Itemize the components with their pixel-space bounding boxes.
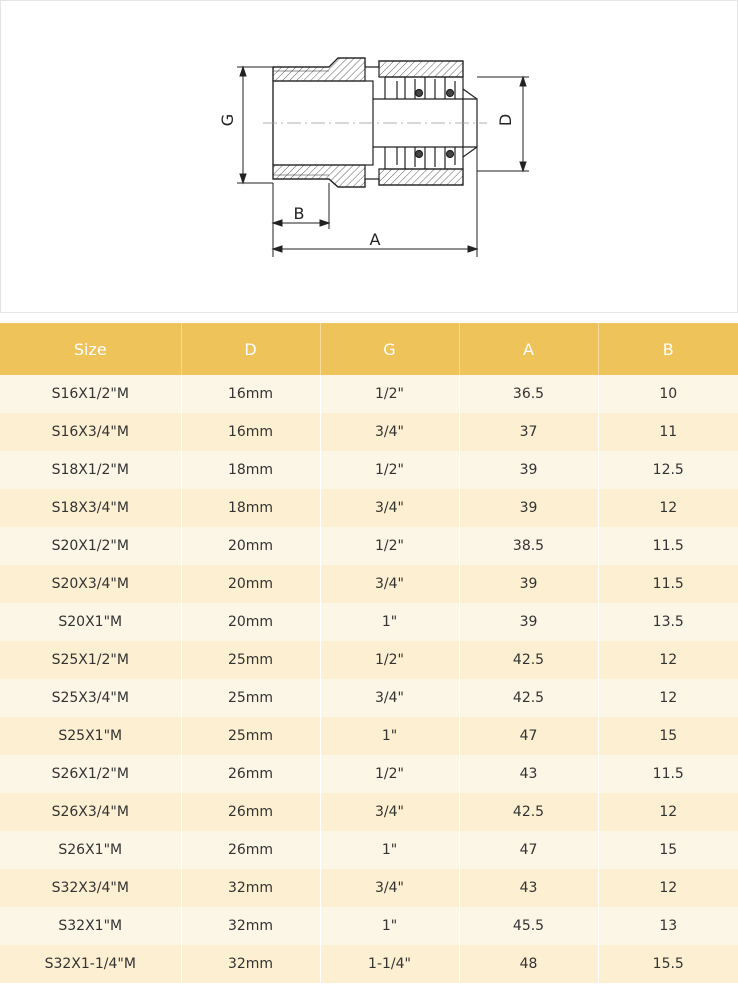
cell-g: 1" [320,831,459,869]
cell-g: 1/2" [320,451,459,489]
cell-a: 47 [459,831,598,869]
table-row [0,869,738,907]
cell-size: S20X3/4"M [0,565,181,603]
cell-size: S25X1/2"M [0,641,181,679]
cell-d: 16mm [181,413,320,451]
cell-size: S32X1"M [0,907,181,945]
cell-g: 3/4" [320,413,459,451]
cell-b: 12 [598,869,738,907]
cell-g: 1" [320,907,459,945]
cell-d: 16mm [181,375,320,413]
cell-size: S32X3/4"M [0,869,181,907]
cell-a: 39 [459,565,598,603]
cell-d: 26mm [181,831,320,869]
cell-size: S26X1/2"M [0,755,181,793]
cell-size: S20X1"M [0,603,181,641]
cell-a: 43 [459,869,598,907]
table-row [0,831,738,869]
cell-b: 12 [598,489,738,527]
cell-a: 48 [459,945,598,983]
cell-g: 1" [320,717,459,755]
cell-b: 15.5 [598,945,738,983]
header-a: A [459,323,598,375]
cell-g: 3/4" [320,869,459,907]
table-row [0,679,738,717]
cell-size: S18X1/2"M [0,451,181,489]
cell-d: 32mm [181,945,320,983]
table-row [0,717,738,755]
table-row [0,375,738,413]
cell-size: S26X3/4"M [0,793,181,831]
cell-b: 11.5 [598,527,738,565]
dimension-label-g: G [218,113,237,127]
cell-g: 3/4" [320,489,459,527]
cell-g: 1/2" [320,755,459,793]
cell-size: S18X3/4"M [0,489,181,527]
cell-d: 18mm [181,451,320,489]
cell-b: 12 [598,641,738,679]
cell-b: 12 [598,679,738,717]
table-row [0,451,738,489]
cell-b: 10 [598,375,738,413]
cell-g: 3/4" [320,565,459,603]
cell-size: S26X1"M [0,831,181,869]
cell-a: 39 [459,603,598,641]
cell-b: 12.5 [598,451,738,489]
cell-a: 47 [459,717,598,755]
dimension-label-a: A [369,230,381,249]
cell-d: 25mm [181,679,320,717]
cell-d: 26mm [181,755,320,793]
header-size: Size [0,323,181,375]
cell-size: S16X3/4"M [0,413,181,451]
cell-a: 45.5 [459,907,598,945]
cell-d: 20mm [181,565,320,603]
cell-a: 42.5 [459,793,598,831]
table-row [0,603,738,641]
cell-d: 32mm [181,869,320,907]
cell-d: 25mm [181,641,320,679]
cell-b: 13 [598,907,738,945]
cell-a: 39 [459,489,598,527]
cell-b: 11.5 [598,755,738,793]
cell-g: 3/4" [320,679,459,717]
cell-a: 43 [459,755,598,793]
cell-size: S20X1/2"M [0,527,181,565]
dimension-label-d: D [496,113,515,127]
cell-d: 32mm [181,907,320,945]
table-body [0,375,738,983]
cell-size: S32X1-1/4"M [0,945,181,983]
cell-a: 42.5 [459,679,598,717]
header-g: G [320,323,459,375]
table-row [0,793,738,831]
cell-g: 1-1/4" [320,945,459,983]
cell-b: 11 [598,413,738,451]
cell-d: 20mm [181,603,320,641]
cell-a: 42.5 [459,641,598,679]
table-row [0,565,738,603]
cell-d: 20mm [181,527,320,565]
cell-d: 25mm [181,717,320,755]
table-header-row [0,323,738,375]
cell-g: 1/2" [320,641,459,679]
cell-b: 15 [598,831,738,869]
cell-b: 11.5 [598,565,738,603]
cell-b: 15 [598,717,738,755]
table-row [0,413,738,451]
table-row [0,527,738,565]
table-row [0,489,738,527]
table-row [0,907,738,945]
table-row [0,755,738,793]
cell-g: 1/2" [320,375,459,413]
table-row [0,945,738,983]
cell-size: S25X1"M [0,717,181,755]
cell-a: 39 [459,451,598,489]
header-d: D [181,323,320,375]
table-row [0,641,738,679]
cell-size: S25X3/4"M [0,679,181,717]
dimension-label-b: B [293,204,305,223]
fitting-cross-section-diagram [1,1,738,312]
cell-b: 12 [598,793,738,831]
cell-g: 1/2" [320,527,459,565]
specification-table [0,323,738,983]
cell-a: 38.5 [459,527,598,565]
cell-g: 3/4" [320,793,459,831]
cell-d: 26mm [181,793,320,831]
cell-size: S16X1/2"M [0,375,181,413]
technical-drawing-panel [0,0,738,313]
cell-g: 1" [320,603,459,641]
cell-d: 18mm [181,489,320,527]
cell-b: 13.5 [598,603,738,641]
cell-a: 36.5 [459,375,598,413]
header-b: B [598,323,738,375]
cell-a: 37 [459,413,598,451]
